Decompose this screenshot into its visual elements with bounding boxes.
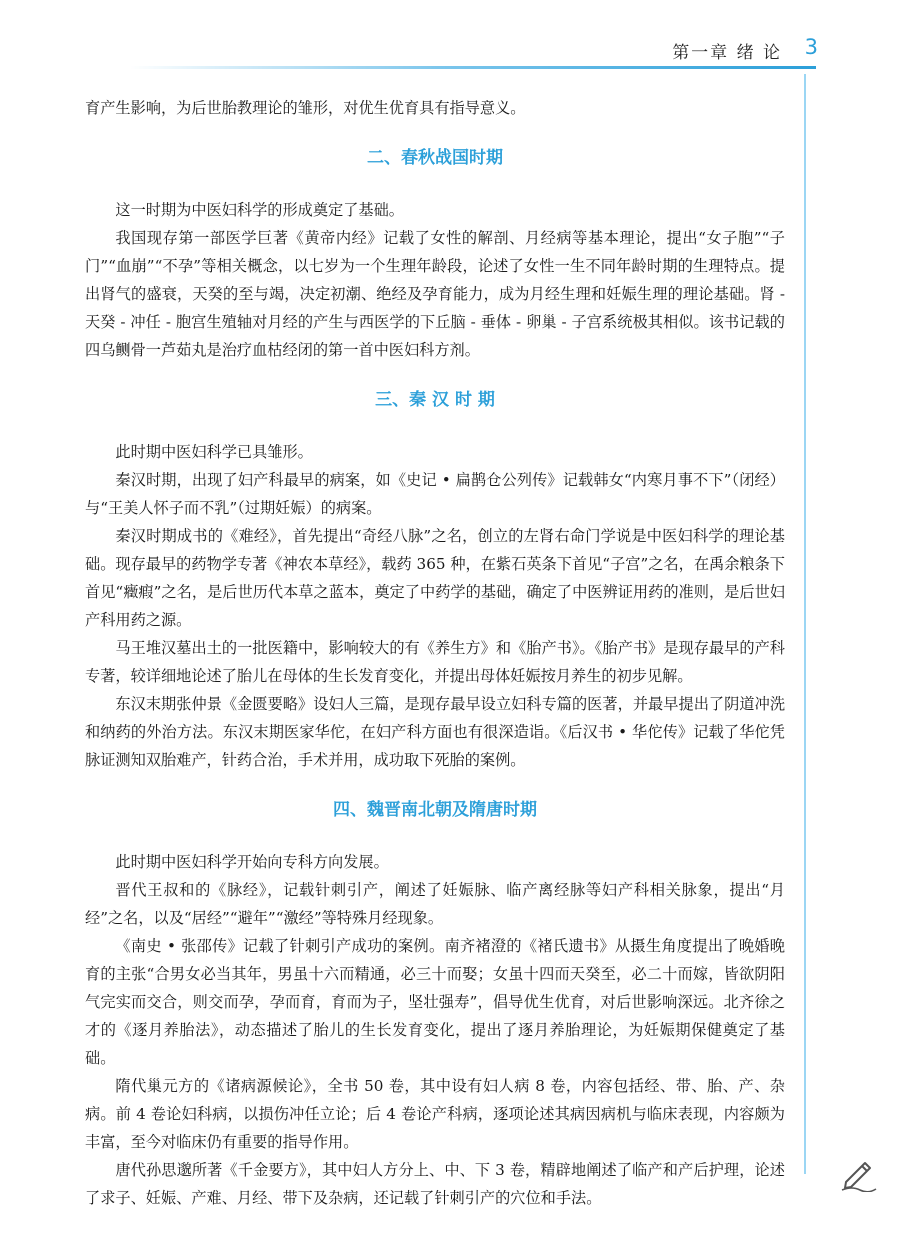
paragraph: 《南史 • 张邵传》记载了针刺引产成功的案例。南齐褚澄的《褚氏遗书》从摄生角度提出了晚婚晚育的主张“合男女必当其年，男虽十六而精通，必三十而娶；女虽十四而天癸至，必二十而嫁，皆欲阴阳气完实而交合，则交而孕，孕而育，育而为子，坚壮强寿”，倡导优生优育，对后世影响深远。北齐徐之才的《逐月养胎法》，动态描述了胎儿的生长发育变化，提出了逐月养胎理论，为妊娠期保健奠定了基础。 xyxy=(85,937,785,1067)
pen-writing-icon xyxy=(838,1152,878,1192)
paragraph: 东汉末期张仲景《金匮要略》设妇人三篇，是现存最早设立妇科专篇的医著，并最早提出了阴道冲洗和纳药的外治方法。东汉末期医家华佗，在妇产科方面也有很深造诣。《后汉书 • 华佗传》记载了华佗凭脉证测知双胎难产，针药合治，手术并用，成功取下死胎的案例。 xyxy=(85,695,785,769)
section-heading-spring-autumn: 二、春秋战国时期 xyxy=(367,148,503,168)
paragraph: 我国现存第一部医学巨著《黄帝内经》记载了女性的解剖、月经病等基本理论，提出“女子胞”“子门”“血崩”“不孕”等相关概念，以七岁为一个生理年龄段，论述了女性一生不同年龄时期的生理特点。提出肾气的盛衰，天癸的至与竭，决定初潮、绝经及孕育能力，成为月经生理和妊娠生理的理论基础。肾 - 天癸 - 冲任 - 胞宫生殖轴对月经的产生与西医学的下丘脑 - 垂体 - 卵巢 - 子宫系统极其相似。该书记载的四乌鲗骨一芦茹丸是治疗血枯经闭的第一首中医妇科方剂。 xyxy=(85,229,785,359)
paragraph: 隋代巢元方的《诸病源候论》，全书 50 卷，其中设有妇人病 8 卷，内容包括经、带、胎、产、杂病。前 4 卷论妇科病，以损伤冲任立论；后 4 卷论产科病，逐项论述其病因病机与临床表现，内容颇为丰富，至今对临床仍有重要的指导作用。 xyxy=(85,1077,785,1151)
page-header xyxy=(0,0,900,80)
section-heading-qin-han: 三、秦 汉 时 期 xyxy=(375,390,495,410)
paragraph: 唐代孙思邈所著《千金要方》，其中妇人方分上、中、下 3 卷，精辟地阐述了临产和产后护理，论述了求子、妊娠、产难、月经、带下及杂病，还记载了针刺引产的穴位和手法。 xyxy=(85,1161,785,1207)
page-body xyxy=(85,94,785,1212)
page-number: 3 xyxy=(804,35,818,59)
intro-paragraph: 育产生影响，为后世胎教理论的雏形，对优生优育具有指导意义。 xyxy=(85,99,526,117)
margin-rule xyxy=(804,74,806,1174)
paragraph: 秦汉时期，出现了妇产科最早的病案，如《史记 • 扁鹊仓公列传》记载韩女“内寒月事不下”（闭经）与“王美人怀子而不乳”（过期妊娠）的病案。 xyxy=(85,471,785,517)
paragraph: 这一时期为中医妇科学的形成奠定了基础。 xyxy=(115,201,404,219)
paragraph: 晋代王叔和的《脉经》，记载针刺引产，阐述了妊娠脉、临产离经脉等妇产科相关脉象，提出“月经”之名，以及“居经”“避年”“激经”等特殊月经现象。 xyxy=(85,881,785,927)
section-heading-wei-jin-sui-tang: 四、魏晋南北朝及隋唐时期 xyxy=(333,800,537,820)
paragraph: 此时期中医妇科学开始向专科方向发展。 xyxy=(115,853,389,871)
chapter-title: 第一章 绪 论 xyxy=(672,43,782,63)
paragraph: 此时期中医妇科学已具雏形。 xyxy=(115,443,313,461)
paragraph: 马王堆汉墓出土的一批医籍中，影响较大的有《养生方》和《胎产书》。《胎产书》是现存最早的产科专著，较详细地论述了胎儿在母体的生长发育变化，并提出母体妊娠按月养生的初步见解。 xyxy=(85,639,785,685)
header-rule xyxy=(130,66,816,69)
paragraph: 秦汉时期成书的《难经》，首先提出“奇经八脉”之名，创立的左肾右命门学说是中医妇科学的理论基础。现存最早的药物学专著《神农本草经》，载药 365 种，在紫石英条下首见“子宫”之名，在禹余粮条下首见“癥瘕”之名，是后世历代本草之蓝本，奠定了中药学的基础，确定了中医辨证用药的准则，是后世妇产科用药之源。 xyxy=(85,527,785,629)
